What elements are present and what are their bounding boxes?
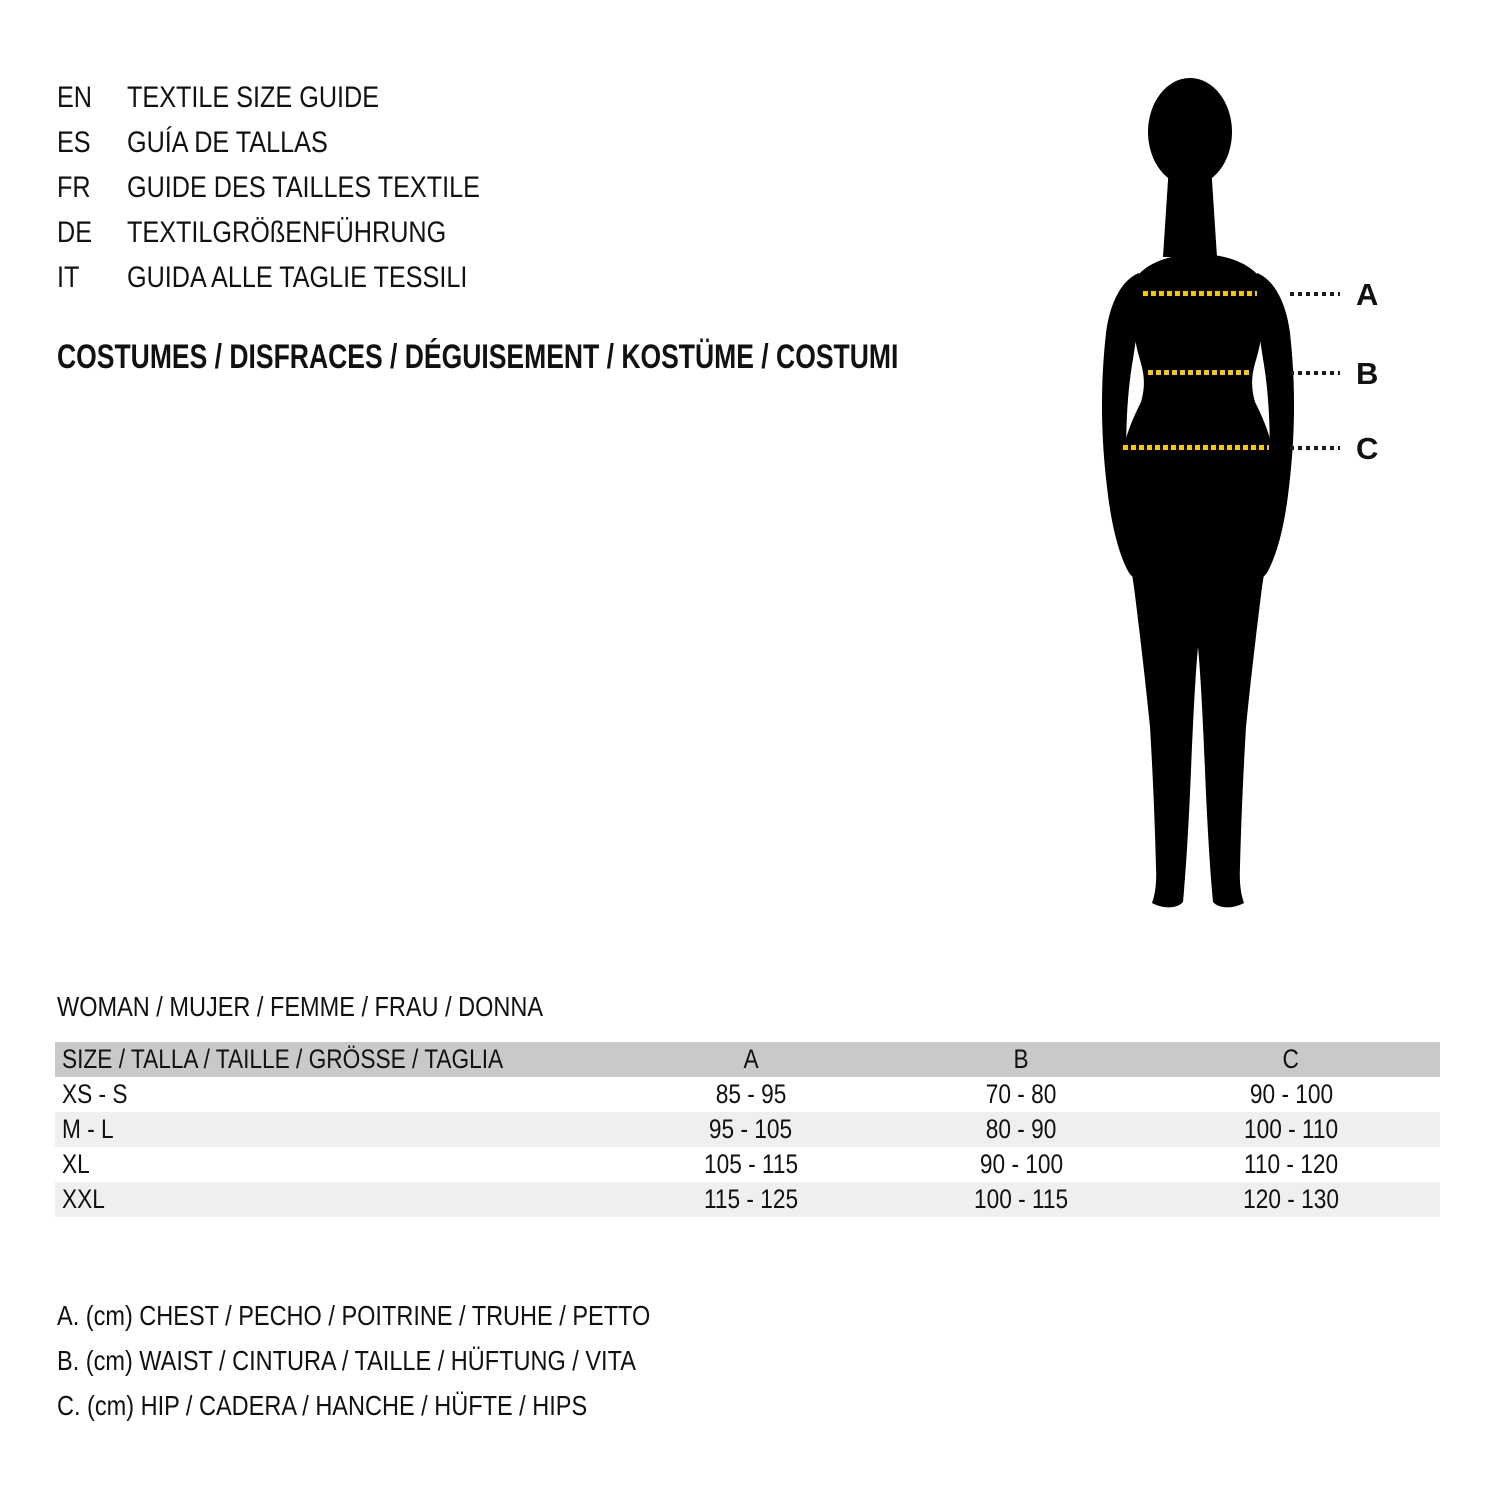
- size-cell: XS - S: [62, 1079, 128, 1109]
- chest-cell: 95 - 105: [709, 1114, 793, 1144]
- language-code: IT: [57, 261, 80, 294]
- legend-line-chest: A. (cm) CHEST / PECHO / POITRINE / TRUHE / PETTO: [57, 1300, 651, 1331]
- language-title: GUIDA ALLE TAGLIE TESSILI: [127, 261, 468, 294]
- marker-label-c: C: [1356, 431, 1379, 466]
- legend-line-waist: B. (cm) WAIST / CINTURA / TAILLE / HÜFTUNG / VITA: [57, 1345, 636, 1376]
- chest-measure-line: [1143, 291, 1257, 296]
- language-row-en: [57, 75, 547, 120]
- language-title: GUIDE DES TAILLES TEXTILE: [127, 171, 480, 204]
- table-row: [55, 1147, 1440, 1182]
- marker-label-b: B: [1356, 356, 1379, 391]
- legend-line-hip: C. (cm) HIP / CADERA / HANCHE / HÜFTE / HIPS: [57, 1390, 588, 1421]
- language-code: DE: [57, 216, 93, 249]
- table-row: [55, 1182, 1440, 1217]
- hip-cell: 120 - 130: [1243, 1184, 1340, 1214]
- measurement-legend: [57, 1293, 763, 1428]
- chest-cell: 115 - 125: [703, 1184, 799, 1214]
- language-row-de: [57, 210, 547, 255]
- woman-silhouette-icon: [1093, 75, 1303, 910]
- size-cell: XXL: [62, 1184, 105, 1214]
- language-title: GUÍA DE TALLAS: [127, 126, 328, 159]
- header-c: C: [1282, 1044, 1300, 1074]
- waist-cell: 100 - 115: [974, 1184, 1069, 1214]
- language-row-it: [57, 255, 547, 300]
- language-title: TEXTILE SIZE GUIDE: [127, 81, 380, 114]
- hip-cell: 90 - 100: [1249, 1079, 1333, 1109]
- header-size: SIZE / TALLA / TAILLE / GRÖSSE / TAGLIA: [62, 1044, 504, 1074]
- marker-label-a: A: [1356, 277, 1379, 312]
- language-code: EN: [57, 81, 93, 114]
- waist-measure-line: [1148, 370, 1252, 375]
- size-cell: XL: [62, 1149, 90, 1179]
- woman-section-title: WOMAN / MUJER / FEMME / FRAU / DONNA: [57, 991, 544, 1022]
- hip-cell: 110 - 120: [1244, 1149, 1339, 1179]
- waist-cell: 90 - 100: [979, 1149, 1063, 1179]
- hip-measure-line: [1123, 445, 1269, 450]
- chest-cell: 105 - 115: [703, 1149, 799, 1179]
- language-row-es: [57, 120, 547, 165]
- table-row: [55, 1077, 1440, 1112]
- language-title-list: [57, 75, 547, 300]
- language-row-fr: [57, 165, 547, 210]
- size-table: [55, 1042, 1440, 1217]
- size-cell: M - L: [62, 1114, 114, 1144]
- waist-cell: 80 - 90: [985, 1114, 1057, 1144]
- chest-connector-line: [1290, 292, 1340, 296]
- language-code: ES: [57, 126, 91, 159]
- table-row: [55, 1112, 1440, 1147]
- hip-connector-line: [1290, 446, 1340, 450]
- hip-cell: 100 - 110: [1244, 1114, 1339, 1144]
- waist-connector-line: [1290, 371, 1340, 375]
- language-title: TEXTILGRÖßENFÜHRUNG: [127, 216, 447, 249]
- language-code: FR: [57, 171, 91, 204]
- woman-silhouette-figure: [1093, 75, 1303, 910]
- header-a: A: [743, 1044, 759, 1074]
- category-title: COSTUMES / DISFRACES / DÉGUISEMENT / KOSTÜME / COSTUMI: [57, 338, 899, 376]
- table-header-row: [55, 1042, 1440, 1077]
- header-b: B: [1013, 1044, 1029, 1074]
- waist-cell: 70 - 80: [985, 1079, 1057, 1109]
- chest-cell: 85 - 95: [715, 1079, 787, 1109]
